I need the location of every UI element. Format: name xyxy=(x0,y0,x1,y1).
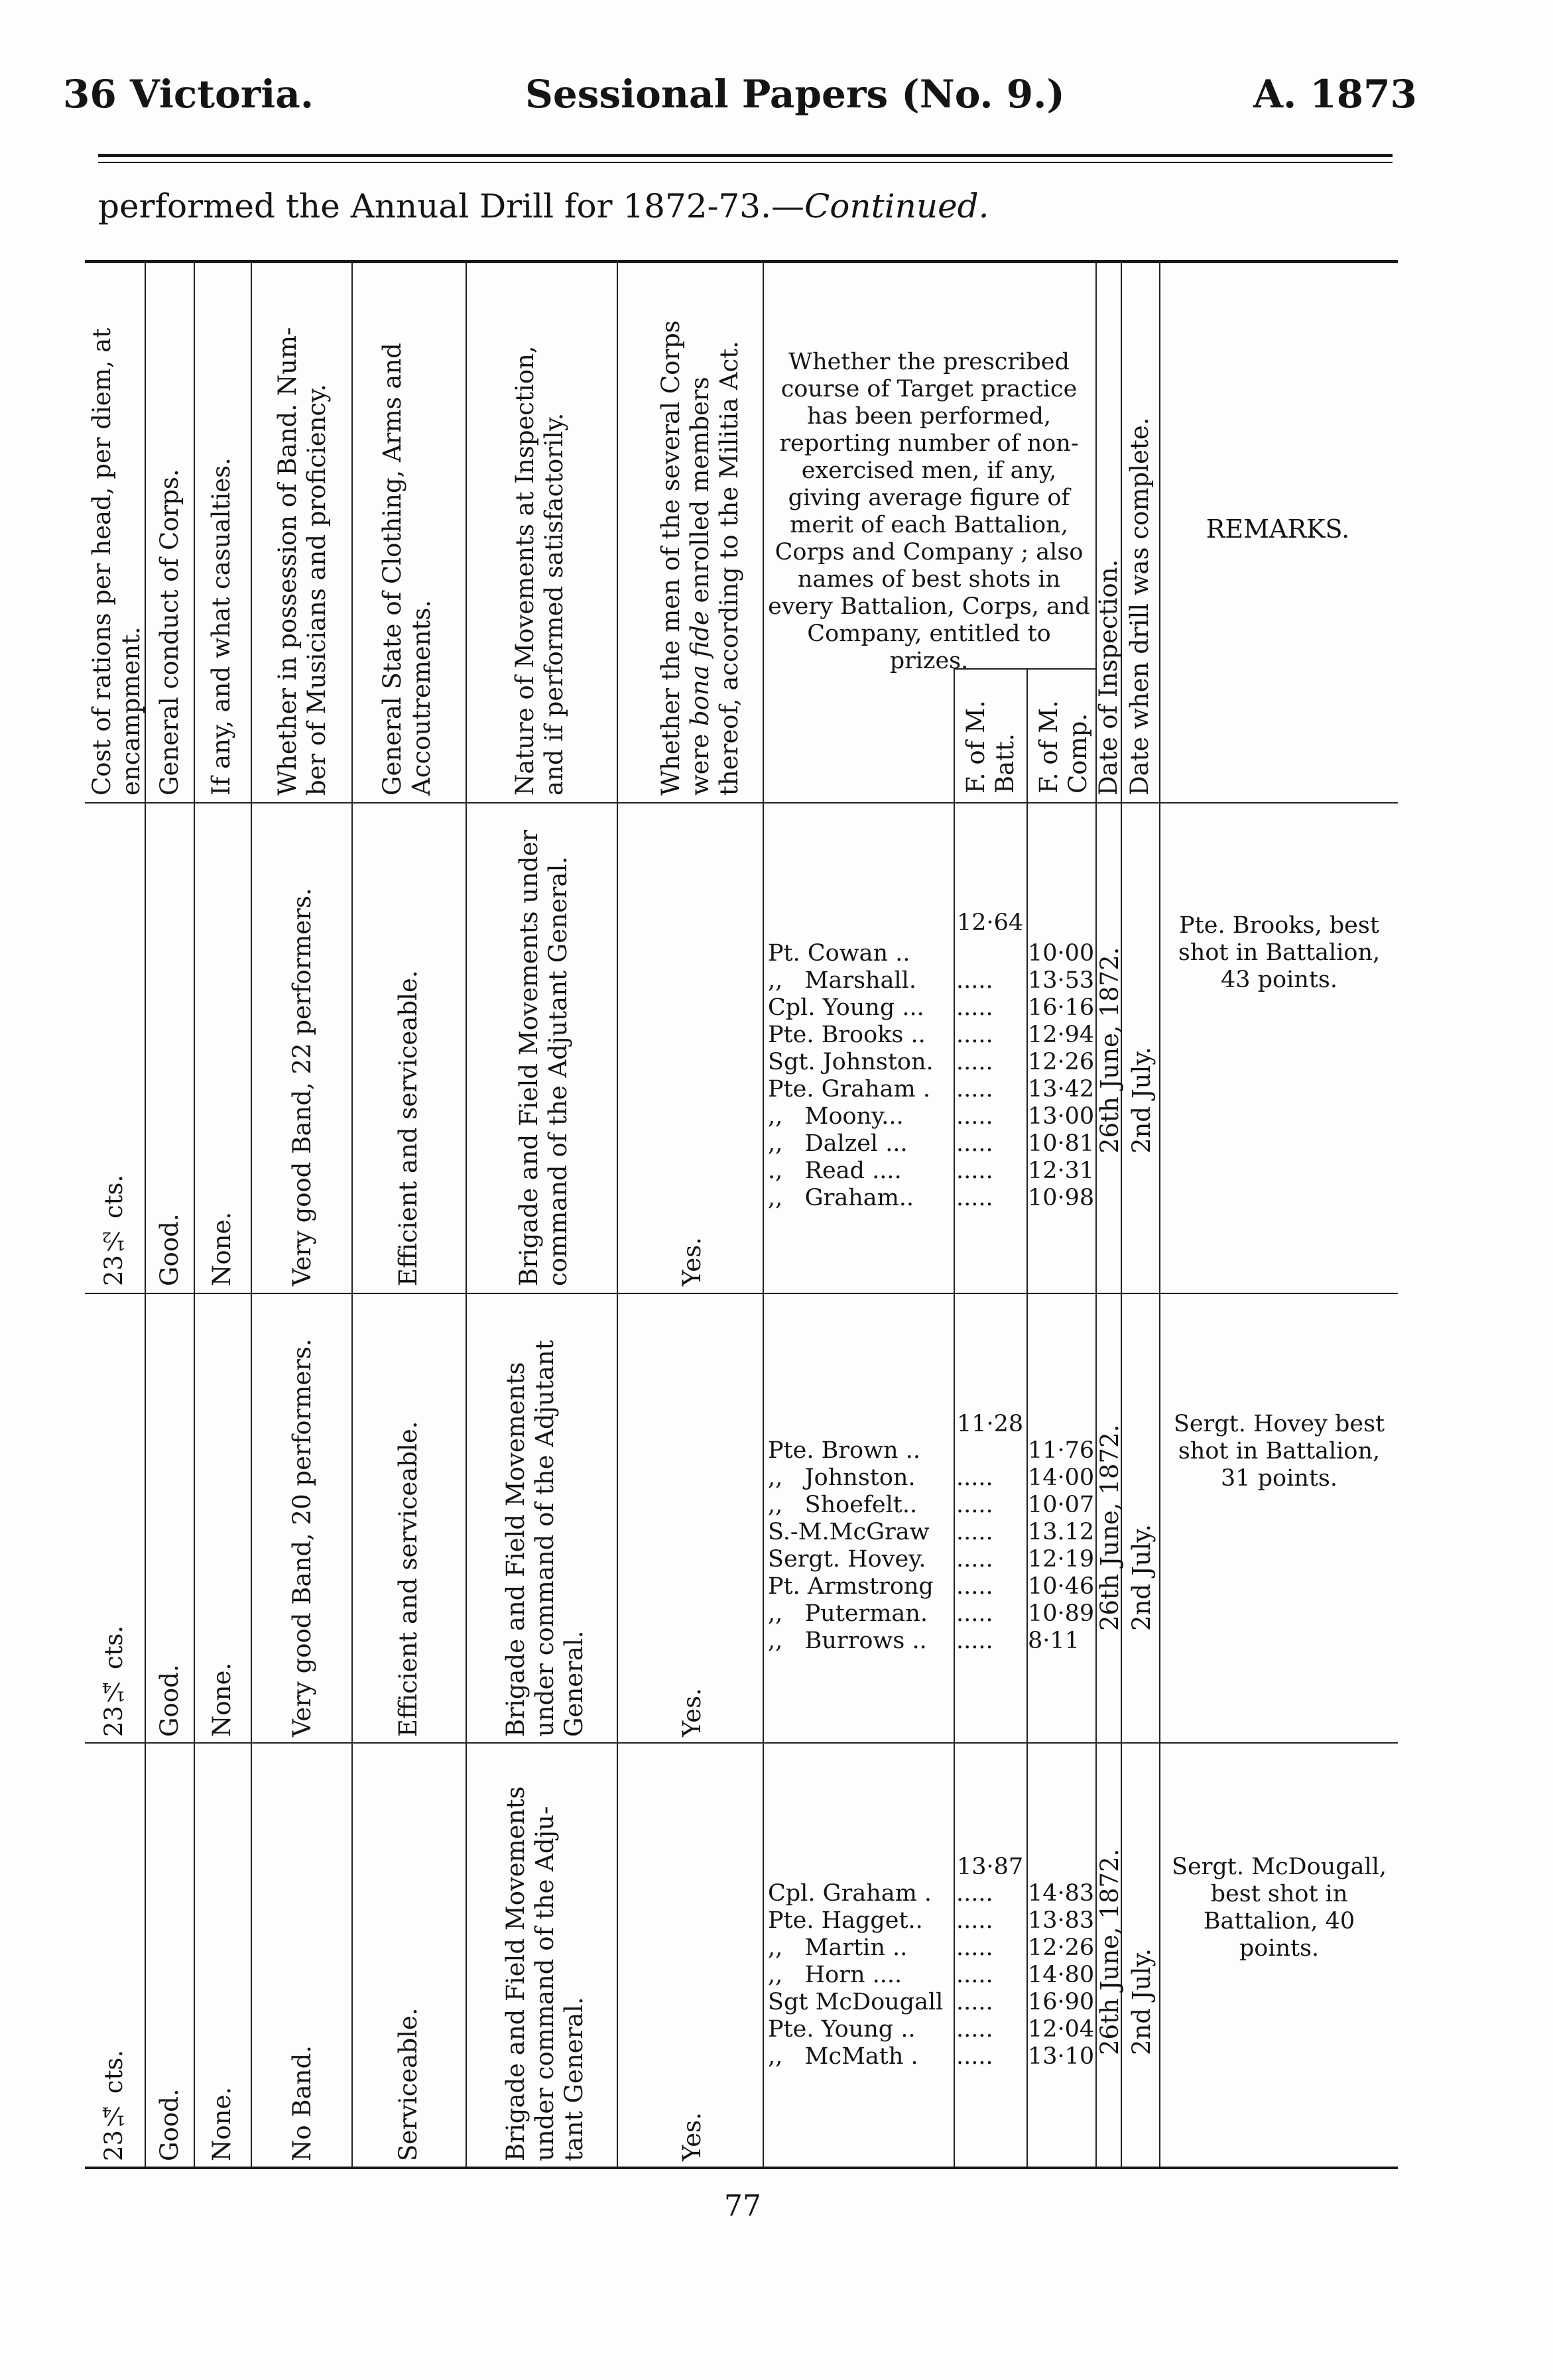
col-divider xyxy=(351,263,353,2167)
page-subtitle: performed the Annual Drill for 1872-73.—Continued. xyxy=(98,187,989,225)
cell-comp-scores: 10·00 13·53 16·16 12·94 12·26 13·42 13·00 10·81 12·31 10·98 xyxy=(1028,940,1095,1211)
header-enrolled: Whether the men of the several Corps were bona fide enrolled members thereof, according to the Militia Act. xyxy=(656,320,743,796)
header-inspection-date: Date of Inspection. xyxy=(1094,559,1123,796)
cell-clothing: Serviceable. xyxy=(394,2007,422,2161)
cell-clothing: Efficient and serviceable. xyxy=(394,1421,422,1737)
col-divider xyxy=(617,263,618,2167)
header-movements: Nature of Movements at Inspection, and if performed satisfactorily. xyxy=(511,345,568,796)
cell-shot-names: Cpl. Graham . Pte. Hagget.. ,, Martin .. ,, Horn .... Sgt McDougall Pte. Young .. ,, McMath . xyxy=(768,1880,944,2070)
cell-remarks: Sergt. McDougall, best shot in Battalion, 40 points. xyxy=(1171,1854,1387,1962)
cell-remarks: Sergt. Hovey best shot in Battalion, 31 points. xyxy=(1173,1411,1385,1492)
cell-comp-scores: 11·76 14·00 10·07 13.12 12·19 10·46 10·89 8·11 xyxy=(1028,1437,1095,1654)
page-number: 77 xyxy=(724,2189,761,2223)
table-top-rule xyxy=(85,260,1398,263)
cell-inspection-date: 26th June, 1872. xyxy=(1095,1424,1124,1631)
cell-band: No Band. xyxy=(288,2045,316,2161)
col-divider xyxy=(251,263,252,2167)
cell-comp-scores: 14·83 13·83 12·26 14·80 16·90 12·04 13·10 xyxy=(1028,1880,1095,2070)
running-header-left: 36 Victoria. xyxy=(63,72,314,117)
header-bottom-rule xyxy=(85,802,1398,803)
header-target-practice: Whether the prescribed course of Target practice has been performed, reporting number of non-exercised men, if any, giving average figure of merit of each Battalion, Corps and Company ; also names of best shots in every Battalion, Corps, and Company, entitled to prizes. xyxy=(768,349,1090,674)
cell-drill-complete: 2nd July. xyxy=(1127,1948,1156,2055)
col-divider xyxy=(194,263,195,2167)
cell-drill-complete: 2nd July. xyxy=(1127,1046,1156,1154)
header-fom-batt: F. of M. Batt. xyxy=(962,700,1019,794)
cell-batt-fom: 12·64 xyxy=(957,910,1024,936)
cell-batt-fom: 13·87 xyxy=(957,1854,1024,1880)
cell-dot-leaders: ..... ..... ..... ..... ..... ..... ..... xyxy=(956,1464,993,1654)
cell-enrolled: Yes. xyxy=(678,1237,706,1286)
cell-inspection-date: 26th June, 1872. xyxy=(1095,947,1124,1154)
cell-conduct: Good. xyxy=(155,2088,184,2161)
header-fom-comp: F. of M. Comp. xyxy=(1034,700,1092,794)
header-rule xyxy=(98,154,1393,157)
group-separator xyxy=(85,1742,1398,1744)
cell-inspection-date: 26th June, 1872. xyxy=(1095,1848,1124,2055)
cell-shot-names: Pte. Brown .. ,, Johnston. ,, Shoefelt.. S.-M.McGraw Sergt. Hovey. Pt. Armstrong ,, Puterman. ,, Burrows .. xyxy=(768,1437,934,1654)
cell-conduct: Good. xyxy=(155,1213,184,1286)
cell-clothing: Efficient and serviceable. xyxy=(394,970,422,1286)
cell-rations: 23¼ cts. xyxy=(99,2049,128,2161)
header-rations: Cost of rations per head, per diem, at encampment. xyxy=(88,327,145,796)
cell-band: Very good Band, 22 performers. xyxy=(288,888,316,1286)
header-casualties: If any, and what casualties. xyxy=(207,457,235,796)
cell-drill-complete: 2nd July. xyxy=(1127,1523,1156,1631)
col-divider xyxy=(763,263,764,2167)
header-clothing: General State of Clothing, Arms and Accoutrements. xyxy=(378,343,436,796)
cell-rations: 23¼ cts. xyxy=(99,1625,128,1737)
cell-shot-names: Pt. Cowan .. ,, Marshall. Cpl. Young ... Pte. Brooks .. Sgt. Johnston. Pte. Graham . ,, Moony... ,, Dalzel ... ., Read .... ,, Graham.. xyxy=(768,940,934,1211)
cell-dot-leaders: ..... ..... ..... ..... ..... ..... ..... xyxy=(956,1880,993,2070)
col-divider xyxy=(1159,263,1160,2167)
header-drill-complete: Date when drill was complete. xyxy=(1125,417,1154,796)
cell-band: Very good Band, 20 performers. xyxy=(288,1339,316,1737)
running-header-right: A. 1873 xyxy=(1253,72,1417,117)
cell-movements: Brigade and Field Movements under command of the Adju- tant General. xyxy=(501,1786,588,2161)
cell-conduct: Good. xyxy=(155,1664,184,1737)
header-band: Whether in possession of Band. Num- ber of Musicians and proficiency. xyxy=(273,327,331,796)
running-header-center: Sessional Papers (No. 9.) xyxy=(525,72,1065,117)
cell-rations: 23½ cts. xyxy=(99,1174,128,1286)
cell-movements: Brigade and Field Movements under command of the Adjutant General. xyxy=(501,1340,588,1737)
header-rule-thin xyxy=(98,162,1393,163)
cell-remarks: Pte. Brooks, best shot in Battalion, 43 points. xyxy=(1178,912,1381,993)
cell-casualties: None. xyxy=(208,2086,236,2161)
cell-enrolled: Yes. xyxy=(678,2112,706,2161)
cell-casualties: None. xyxy=(208,1211,236,1286)
col-divider xyxy=(954,668,955,2167)
cell-enrolled: Yes. xyxy=(678,1688,706,1737)
cell-casualties: None. xyxy=(208,1662,236,1737)
cell-batt-fom: 11·28 xyxy=(957,1411,1024,1437)
header-remarks: REMARKS. xyxy=(1206,514,1350,544)
table-bottom-rule xyxy=(85,2167,1398,2169)
header-conduct: General conduct of Corps. xyxy=(155,469,184,796)
col-divider xyxy=(466,263,467,2167)
cell-movements: Brigade and Field Movements under command of the Adjutant General. xyxy=(515,829,572,1286)
cell-dot-leaders: ..... ..... ..... ..... ..... ..... ..... ..... ..... xyxy=(956,967,993,1211)
group-separator xyxy=(85,1293,1398,1294)
